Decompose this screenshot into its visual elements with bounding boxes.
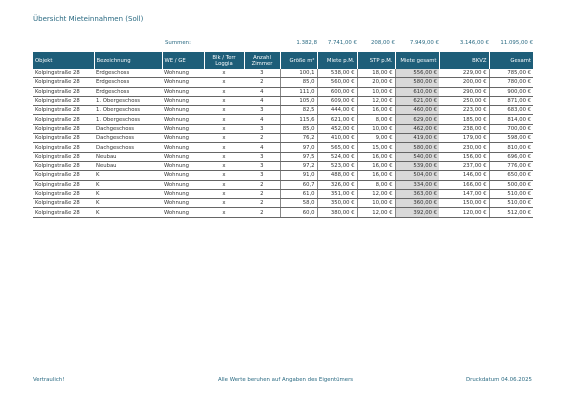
table-row xyxy=(33,134,533,143)
cell-groesse: 85,0 xyxy=(280,78,317,87)
cell-objekt: Kolpingstraße 28 xyxy=(33,189,94,198)
cell-we-ge: Wohnung xyxy=(162,69,204,78)
cell-gesamt: 814,00 € xyxy=(489,115,533,124)
summen-label: Summen: xyxy=(165,40,191,46)
table-row xyxy=(33,152,533,161)
cell-we-ge: Wohnung xyxy=(162,180,204,189)
cell-blk: x xyxy=(204,152,244,161)
cell-zimmer: 3 xyxy=(244,171,280,180)
cell-miete: 621,00 € xyxy=(317,115,357,124)
cell-blk: x xyxy=(204,161,244,170)
cell-objekt: Kolpingstraße 28 xyxy=(33,208,94,217)
cell-zimmer: 4 xyxy=(244,96,280,105)
cell-gesamt: 683,00 € xyxy=(489,106,533,115)
cell-groesse: 97,5 xyxy=(280,152,317,161)
table-row xyxy=(33,124,533,133)
cell-gesamt: 598,00 € xyxy=(489,134,533,143)
cell-miete-gesamt: 462,00 € xyxy=(395,124,439,133)
cell-bkvz: 229,00 € xyxy=(439,69,489,78)
cell-gesamt: 900,00 € xyxy=(489,87,533,96)
cell-zimmer: 3 xyxy=(244,152,280,161)
cell-we-ge: Wohnung xyxy=(162,152,204,161)
page-title: Übersicht Mieteinnahmen (Soll) xyxy=(33,15,144,23)
cell-objekt: Kolpingstraße 28 xyxy=(33,180,94,189)
header-miete-pm: Miete p.M. xyxy=(317,52,357,69)
header-stp-pm: STP p.M. xyxy=(357,52,395,69)
cell-bezeichnung: 1. Obergeschoss xyxy=(94,115,162,124)
footer-print-date: Druckdatum 04.06.2025 xyxy=(466,377,532,383)
cell-gesamt: 871,00 € xyxy=(489,96,533,105)
cell-stp: 10,00 € xyxy=(357,87,395,96)
cell-groesse: 91,0 xyxy=(280,171,317,180)
header-bkvz: BKVZ xyxy=(439,52,489,69)
header-blk-line2: Loggia xyxy=(215,60,233,67)
cell-bkvz: 290,00 € xyxy=(439,87,489,96)
cell-bkvz: 230,00 € xyxy=(439,143,489,152)
cell-bezeichnung: Erdgeschoss xyxy=(94,78,162,87)
header-objekt: Objekt xyxy=(33,52,94,69)
cell-miete-gesamt: 363,00 € xyxy=(395,189,439,198)
cell-blk: x xyxy=(204,124,244,133)
header-groesse: Größe m² xyxy=(280,52,317,69)
cell-miete: 380,00 € xyxy=(317,208,357,217)
cell-miete: 609,00 € xyxy=(317,96,357,105)
cell-stp: 9,00 € xyxy=(357,134,395,143)
cell-groesse: 111,0 xyxy=(280,87,317,96)
cell-we-ge: Wohnung xyxy=(162,143,204,152)
cell-miete-gesamt: 580,00 € xyxy=(395,143,439,152)
cell-blk: x xyxy=(204,189,244,198)
cell-blk: x xyxy=(204,199,244,208)
cell-groesse: 115,6 xyxy=(280,115,317,124)
cell-stp: 20,00 € xyxy=(357,78,395,87)
cell-gesamt: 510,00 € xyxy=(489,189,533,198)
cell-bezeichnung: K xyxy=(94,189,162,198)
cell-groesse: 58,0 xyxy=(280,199,317,208)
cell-we-ge: Wohnung xyxy=(162,161,204,170)
cell-miete-gesamt: 580,00 € xyxy=(395,78,439,87)
cell-we-ge: Wohnung xyxy=(162,189,204,198)
cell-miete: 524,00 € xyxy=(317,152,357,161)
cell-miete-gesamt: 540,00 € xyxy=(395,152,439,161)
cell-objekt: Kolpingstraße 28 xyxy=(33,161,94,170)
footer-disclaimer: Alle Werte beruhen auf Angaben des Eigentümers xyxy=(218,377,354,383)
cell-zimmer: 2 xyxy=(244,208,280,217)
cell-zimmer: 3 xyxy=(244,124,280,133)
cell-miete-gesamt: 419,00 € xyxy=(395,134,439,143)
cell-bezeichnung: 1. Obergeschoss xyxy=(94,96,162,105)
cell-bezeichnung: Dachgeschoss xyxy=(94,143,162,152)
cell-bkvz: 120,00 € xyxy=(439,208,489,217)
cell-stp: 12,00 € xyxy=(357,96,395,105)
cell-stp: 10,00 € xyxy=(357,124,395,133)
cell-gesamt: 780,00 € xyxy=(489,78,533,87)
cell-miete: 351,00 € xyxy=(317,189,357,198)
footer-confidential: Vertraulich! xyxy=(33,377,65,383)
cell-bkvz: 200,00 € xyxy=(439,78,489,87)
cell-objekt: Kolpingstraße 28 xyxy=(33,134,94,143)
cell-stp: 12,00 € xyxy=(357,208,395,217)
cell-miete-gesamt: 392,00 € xyxy=(395,208,439,217)
cell-miete: 410,00 € xyxy=(317,134,357,143)
cell-stp: 16,00 € xyxy=(357,161,395,170)
cell-bezeichnung: K xyxy=(94,208,162,217)
cell-zimmer: 4 xyxy=(244,87,280,96)
table-row xyxy=(33,208,533,217)
cell-blk: x xyxy=(204,143,244,152)
cell-miete-gesamt: 504,00 € xyxy=(395,171,439,180)
cell-stp: 16,00 € xyxy=(357,171,395,180)
cell-bkvz: 150,00 € xyxy=(439,199,489,208)
cell-miete-gesamt: 556,00 € xyxy=(395,69,439,78)
cell-miete-gesamt: 629,00 € xyxy=(395,115,439,124)
table-row xyxy=(33,87,533,96)
cell-gesamt: 696,00 € xyxy=(489,152,533,161)
cell-blk: x xyxy=(204,106,244,115)
cell-bkvz: 237,00 € xyxy=(439,161,489,170)
rent-table xyxy=(33,52,533,218)
cell-groesse: 76,2 xyxy=(280,134,317,143)
cell-groesse: 60,0 xyxy=(280,208,317,217)
cell-groesse: 97,2 xyxy=(280,161,317,170)
table-row xyxy=(33,115,533,124)
cell-bezeichnung: K xyxy=(94,171,162,180)
cell-gesamt: 785,00 € xyxy=(489,69,533,78)
cell-bkvz: 156,00 € xyxy=(439,152,489,161)
cell-gesamt: 512,00 € xyxy=(489,208,533,217)
cell-bezeichnung: K xyxy=(94,180,162,189)
cell-miete-gesamt: 539,00 € xyxy=(395,161,439,170)
cell-groesse: 60,7 xyxy=(280,180,317,189)
cell-stp: 10,00 € xyxy=(357,199,395,208)
header-miete-gesamt: Miete gesamt xyxy=(395,52,439,69)
table-header-row xyxy=(33,52,533,69)
table-row xyxy=(33,78,533,87)
cell-we-ge: Wohnung xyxy=(162,115,204,124)
cell-objekt: Kolpingstraße 28 xyxy=(33,152,94,161)
cell-miete: 350,00 € xyxy=(317,199,357,208)
cell-stp: 18,00 € xyxy=(357,69,395,78)
cell-groesse: 61,0 xyxy=(280,189,317,198)
cell-bezeichnung: Erdgeschoss xyxy=(94,69,162,78)
cell-blk: x xyxy=(204,134,244,143)
cell-miete: 560,00 € xyxy=(317,78,357,87)
table-row xyxy=(33,106,533,115)
cell-we-ge: Wohnung xyxy=(162,171,204,180)
cell-gesamt: 500,00 € xyxy=(489,180,533,189)
cell-bkvz: 179,00 € xyxy=(439,134,489,143)
cell-miete: 565,00 € xyxy=(317,143,357,152)
cell-groesse: 97,0 xyxy=(280,143,317,152)
cell-miete: 452,00 € xyxy=(317,124,357,133)
header-anzahl-line2: Zimmer xyxy=(251,60,273,67)
table-row xyxy=(33,69,533,78)
summen-miete-gesamt: 7.949,00 € xyxy=(409,40,439,46)
cell-miete-gesamt: 621,00 € xyxy=(395,96,439,105)
cell-gesamt: 810,00 € xyxy=(489,143,533,152)
cell-miete: 538,00 € xyxy=(317,69,357,78)
cell-bkvz: 223,00 € xyxy=(439,106,489,115)
table-row xyxy=(33,199,533,208)
cell-bezeichnung: K xyxy=(94,199,162,208)
table-row xyxy=(33,171,533,180)
cell-groesse: 100,1 xyxy=(280,69,317,78)
table-row xyxy=(33,180,533,189)
cell-zimmer: 2 xyxy=(244,199,280,208)
cell-objekt: Kolpingstraße 28 xyxy=(33,115,94,124)
cell-bkvz: 238,00 € xyxy=(439,124,489,133)
header-we-ge: WE / GE xyxy=(162,52,204,69)
cell-blk: x xyxy=(204,87,244,96)
cell-zimmer: 3 xyxy=(244,69,280,78)
summen-miete-pm: 7.741,00 € xyxy=(327,40,357,46)
table-row xyxy=(33,96,533,105)
table-row xyxy=(33,161,533,170)
cell-miete-gesamt: 460,00 € xyxy=(395,106,439,115)
header-blk-line1: Blk / Terr xyxy=(212,54,236,61)
cell-miete: 600,00 € xyxy=(317,87,357,96)
cell-miete-gesamt: 334,00 € xyxy=(395,180,439,189)
cell-objekt: Kolpingstraße 28 xyxy=(33,106,94,115)
cell-zimmer: 2 xyxy=(244,180,280,189)
cell-stp: 16,00 € xyxy=(357,152,395,161)
cell-zimmer: 2 xyxy=(244,134,280,143)
cell-bkvz: 147,00 € xyxy=(439,189,489,198)
cell-bezeichnung: Neubau xyxy=(94,161,162,170)
cell-groesse: 82,5 xyxy=(280,106,317,115)
cell-objekt: Kolpingstraße 28 xyxy=(33,69,94,78)
cell-we-ge: Wohnung xyxy=(162,87,204,96)
cell-blk: x xyxy=(204,115,244,124)
cell-we-ge: Wohnung xyxy=(162,96,204,105)
summen-flaeche: 1.382,8 xyxy=(296,40,317,46)
cell-we-ge: Wohnung xyxy=(162,106,204,115)
cell-objekt: Kolpingstraße 28 xyxy=(33,143,94,152)
cell-bezeichnung: Dachgeschoss xyxy=(94,134,162,143)
cell-bkvz: 146,00 € xyxy=(439,171,489,180)
cell-miete-gesamt: 610,00 € xyxy=(395,87,439,96)
cell-gesamt: 700,00 € xyxy=(489,124,533,133)
cell-zimmer: 3 xyxy=(244,161,280,170)
cell-bezeichnung: Erdgeschoss xyxy=(94,87,162,96)
cell-zimmer: 3 xyxy=(244,106,280,115)
cell-objekt: Kolpingstraße 28 xyxy=(33,124,94,133)
cell-bkvz: 250,00 € xyxy=(439,96,489,105)
cell-objekt: Kolpingstraße 28 xyxy=(33,87,94,96)
cell-miete: 488,00 € xyxy=(317,171,357,180)
cell-groesse: 85,0 xyxy=(280,124,317,133)
cell-blk: x xyxy=(204,78,244,87)
table-row xyxy=(33,189,533,198)
summen-row xyxy=(33,40,533,50)
cell-miete: 444,00 € xyxy=(317,106,357,115)
header-gesamt: Gesamt xyxy=(489,52,533,69)
cell-blk: x xyxy=(204,96,244,105)
cell-gesamt: 650,00 € xyxy=(489,171,533,180)
cell-miete: 523,00 € xyxy=(317,161,357,170)
cell-zimmer: 2 xyxy=(244,189,280,198)
header-anzahl-zimmer xyxy=(244,52,280,69)
cell-groesse: 105,0 xyxy=(280,96,317,105)
cell-stp: 8,00 € xyxy=(357,180,395,189)
header-bezeichnung: Bezeichnung xyxy=(94,52,162,69)
cell-stp: 8,00 € xyxy=(357,115,395,124)
cell-zimmer: 4 xyxy=(244,115,280,124)
cell-we-ge: Wohnung xyxy=(162,134,204,143)
cell-objekt: Kolpingstraße 28 xyxy=(33,171,94,180)
cell-we-ge: Wohnung xyxy=(162,208,204,217)
cell-bezeichnung: 1. Obergeschoss xyxy=(94,106,162,115)
header-blk-loggia xyxy=(204,52,244,69)
header-anzahl-line1: Anzahl xyxy=(253,54,271,61)
cell-gesamt: 776,00 € xyxy=(489,161,533,170)
cell-stp: 15,00 € xyxy=(357,143,395,152)
cell-bkvz: 166,00 € xyxy=(439,180,489,189)
cell-blk: x xyxy=(204,208,244,217)
cell-stp: 12,00 € xyxy=(357,189,395,198)
cell-blk: x xyxy=(204,180,244,189)
table-row xyxy=(33,143,533,152)
cell-bkvz: 185,00 € xyxy=(439,115,489,124)
cell-gesamt: 510,00 € xyxy=(489,199,533,208)
cell-stp: 16,00 € xyxy=(357,106,395,115)
cell-we-ge: Wohnung xyxy=(162,124,204,133)
summen-stp-pm: 208,00 € xyxy=(370,40,395,46)
cell-miete: 326,00 € xyxy=(317,180,357,189)
cell-objekt: Kolpingstraße 28 xyxy=(33,199,94,208)
cell-blk: x xyxy=(204,171,244,180)
summen-bkvz: 3.146,00 € xyxy=(459,40,489,46)
summen-gesamt: 11.095,00 € xyxy=(500,40,533,46)
cell-we-ge: Wohnung xyxy=(162,199,204,208)
cell-bezeichnung: Neubau xyxy=(94,152,162,161)
cell-we-ge: Wohnung xyxy=(162,78,204,87)
cell-blk: x xyxy=(204,69,244,78)
cell-zimmer: 2 xyxy=(244,78,280,87)
cell-objekt: Kolpingstraße 28 xyxy=(33,96,94,105)
cell-miete-gesamt: 360,00 € xyxy=(395,199,439,208)
cell-objekt: Kolpingstraße 28 xyxy=(33,78,94,87)
cell-bezeichnung: Dachgeschoss xyxy=(94,124,162,133)
cell-zimmer: 4 xyxy=(244,143,280,152)
